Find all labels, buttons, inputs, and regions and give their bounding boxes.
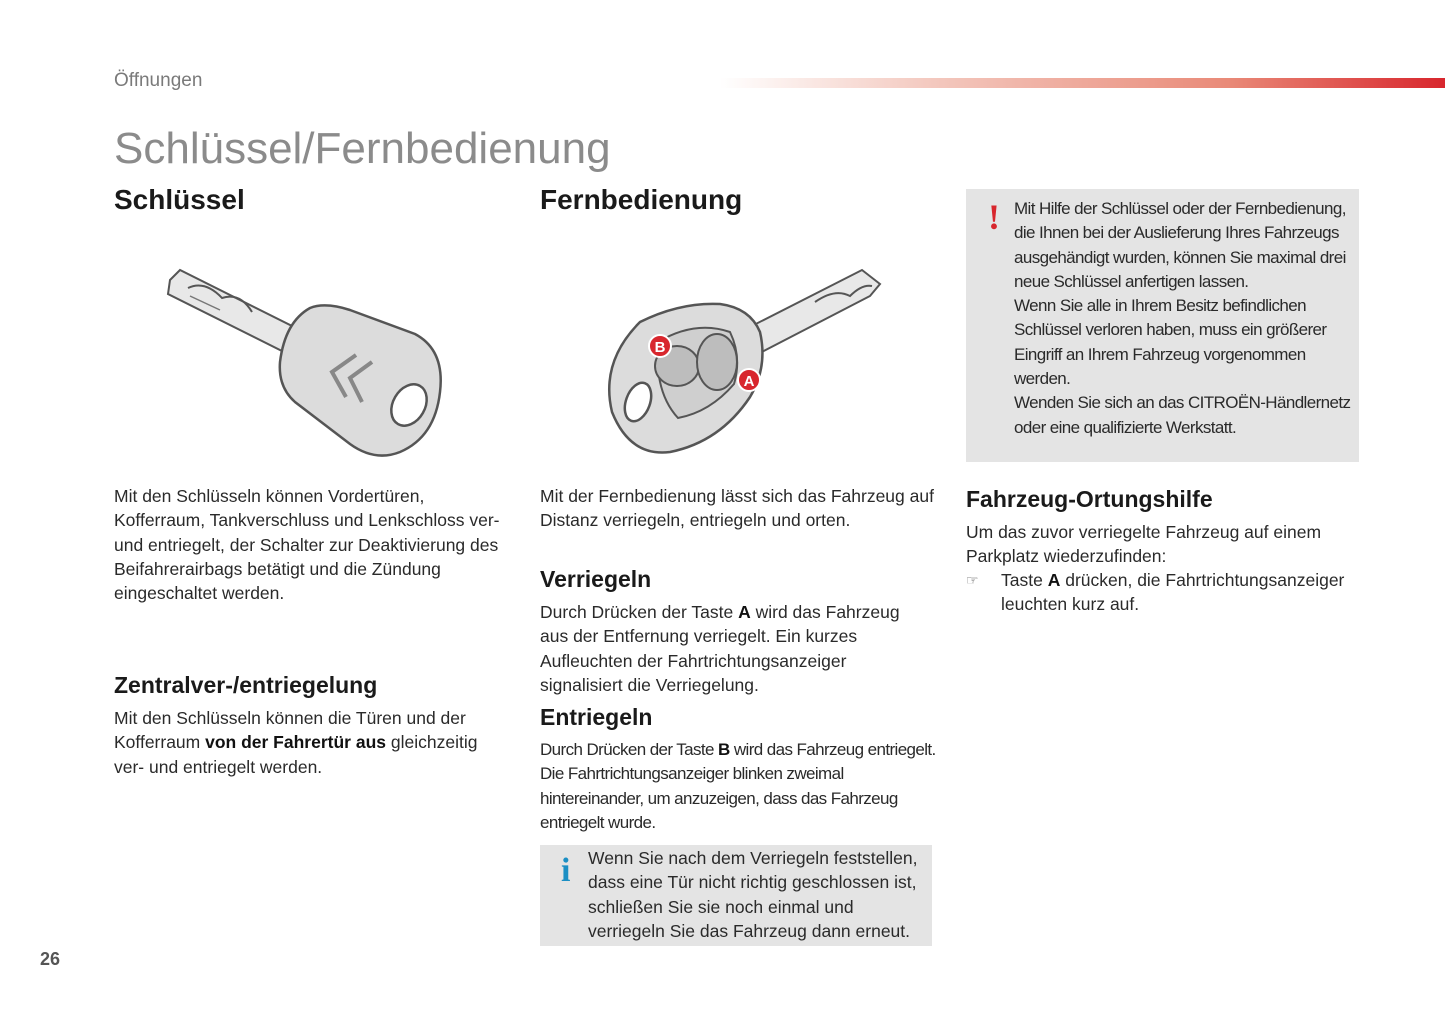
section-label: Öffnungen [114,70,203,91]
svg-text:B: B [654,339,666,356]
warning-icon: ! [988,197,1000,237]
page-title: Schlüssel/Fernbedienung [114,124,611,173]
key-intro-text: Mit den Schlüsseln können Vordertüren, Kofferraum, Tankverschluss und Lenkschloss ver- und entriegelt, der Schalter zur Deaktivierung des Beifahrerairbags betätigt und die Zündung eingeschaltet werden. [114,486,500,604]
lock-text: Durch Drücken der Taste A wird das Fahrzeug aus der Entfernung verriegelt. Ein kurzes Aufleuchten der Fahrtrichtungsanzeiger signalisiert die Verriegelung. [540,602,900,695]
heading-central-locking: Zentralver-/entriegelung [114,672,378,698]
locator-text: Um das zuvor verriegelte Fahrzeug auf einem Parkplatz wiederzufinden: [966,522,1322,567]
svg-text:A: A [743,373,755,390]
locator-step: Taste A drücken, die Fahrtrichtungsanzeiger leuchten kurz auf. [1001,570,1345,615]
page-number: 26 [40,949,61,969]
central-locking-text: Mit den Schlüsseln können die Türen und der Kofferraum von der Fahrertür aus gleichzeitig ver- und entriegelt werden. [114,708,478,777]
heading-key: Schlüssel [114,184,245,215]
heading-remote: Fernbedienung [540,184,743,215]
heading-unlock: Entriegeln [540,704,653,730]
header-accent-bar [720,78,1445,88]
info-icon: i [561,852,571,889]
heading-vehicle-locator: Fahrzeug-Ortungshilfe [966,486,1213,512]
key-illustration [160,262,450,462]
button-b-marker [649,335,671,357]
button-a-marker [738,369,760,391]
unlock-text: Durch Drücken der Taste B wird das Fahrzeug entriegelt. Die Fahrtrichtungsanzeiger blinken zweimal hintereinander, um anzuzeigen, dass das Fahrzeug entriegelt wurde. [540,740,936,832]
driver-door-emphasis: von der Fahrertür aus [205,732,386,753]
warning-text: Mit Hilfe der Schlüssel oder der Fernbedienung, die Ihnen bei der Auslieferung Ihres Fahrzeugs ausgehändigt wurden, können Sie maximal drei neue Schlüssel anfertigen lassen. Wenn Sie alle in Ihrem Besitz befindlichen Schlüssel verloren haben, muss ein größerer Eingriff an Ihrem Fahrzeug vorgenommen werden. Wenden Sie sich an das CITROËN-Händlernetz oder eine qualifizierte Werkstatt. [1014,199,1351,437]
heading-lock: Verriegeln [540,566,652,592]
remote-intro-text: Mit der Fernbedienung lässt sich das Fahrzeug auf Distanz verriegeln, entriegeln und orten. [540,486,934,531]
remote-illustration [600,262,890,462]
info-note-text: Wenn Sie nach dem Verriegeln feststellen, dass eine Tür nicht richtig geschlossen ist, schließen Sie sie noch einmal und verriegeln Sie das Fahrzeug dann erneut. [588,848,918,941]
pointing-hand-icon: ☞ [966,572,979,588]
